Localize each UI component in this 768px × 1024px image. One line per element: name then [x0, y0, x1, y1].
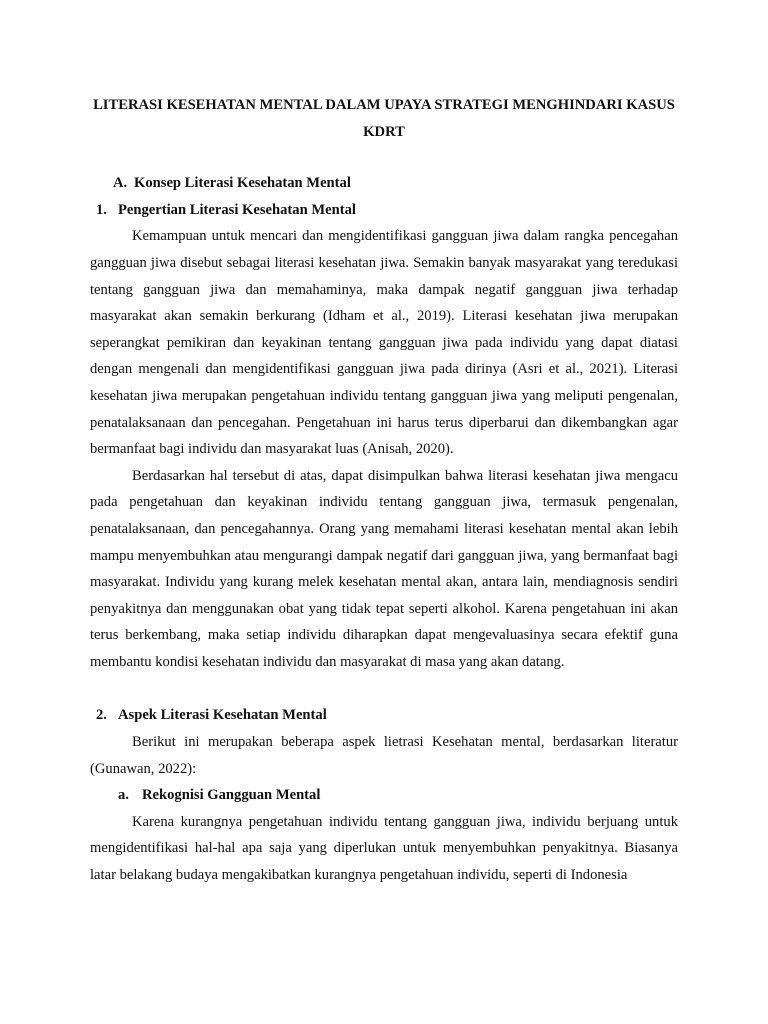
subsection-number: 1.	[96, 201, 107, 218]
subsection-number: 2.	[96, 707, 107, 724]
subsubsection-label: Rekognisi Gangguan Mental	[142, 787, 321, 804]
paragraph-definition: Kemampuan untuk mencari dan mengidentifikasi gangguan jiwa dalam rangka pencegahan gangguan jiwa disebut sebagai literasi kesehatan jiwa. Semakin banyak masyarakat yang teredukasi tentang gangguan jiwa dan memahaminya, maka dampak negatif gangguan jiwa terhadap masyarakat akan semakin berkurang (Idham et al., 2019). Literasi kesehatan jiwa merupakan seperangkat pemikiran dan keyakinan tentang gangguan jiwa pada individu yang dapat diatasi dengan mengenali dan mengidentifikasi gangguan jiwa pada dirinya (Asri et al., 2021). Literasi kesehatan jiwa merupakan pengetahuan individu tentang gangguan jiwa yang meliputi pengenalan, penatalaksanaan dan pencegahan. Pengetahuan ini harus terus diperbarui dan dikembangkan agar bermanfaat bagi individu dan masyarakat luas (Anisah, 2020).	[90, 228, 678, 458]
subsection-label: Aspek Literasi Kesehatan Mental	[118, 707, 327, 724]
paragraph-recognition: Karena kurangnya pengetahuan individu tentang gangguan jiwa, individu berjuang untuk mengidentifikasi hal-hal apa saja yang diperlukan untuk menyembuhkan penyakitnya. Biasanya latar belakang budaya mengakibatkan kurangnya pengetahuan individu, seperti di Indonesia	[90, 813, 678, 884]
section-number: A.	[113, 175, 128, 192]
paragraph-aspects-intro: Berikut ini merupakan beberapa aspek lietrasi Kesehatan mental, berdasarkan literatur (Gunawan, 2022):	[90, 734, 678, 777]
subsubsection-number: a.	[118, 787, 129, 804]
paragraph-conclusion: Berdasarkan hal tersebut di atas, dapat disimpulkan bahwa literasi kesehatan jiwa mengacu pada pengetahuan dan keyakinan individu tentang gangguan jiwa, termasuk pengenalan, penatalaksanaan, dan pencegahannya. Orang yang memahami literasi kesehatan mental akan lebih mampu menyembuhkan atau mengurangi dampak negatif dari gangguan jiwa, yang bermanfaat bagi masyarakat. Individu yang kurang melek kesehatan mental akan, antara lain, mendiagnosis sendiri penyakitnya dan menggunakan obat yang tidak tepat seperti alkohol. Karena pengetahuan ini akan terus berkembang, maka setiap individu diharapkan dapat mengevaluasinya secara efektif guna membantu kondisi kesehatan individu dan masyarakat di masa yang akan datang.	[90, 467, 678, 670]
subsubsection-heading-a	[90, 782, 678, 809]
subsection-heading-2	[90, 702, 678, 729]
section-heading-a	[90, 170, 678, 197]
subsection-heading-1	[90, 197, 678, 224]
subsection-label: Pengertian Literasi Kesehatan Mental	[118, 201, 356, 218]
document-title: LITERASI KESEHATAN MENTAL DALAM UPAYA STRATEGI MENGHINDARI KASUS KDRT	[93, 97, 675, 140]
section-label: Konsep Literasi Kesehatan Mental	[134, 175, 351, 192]
